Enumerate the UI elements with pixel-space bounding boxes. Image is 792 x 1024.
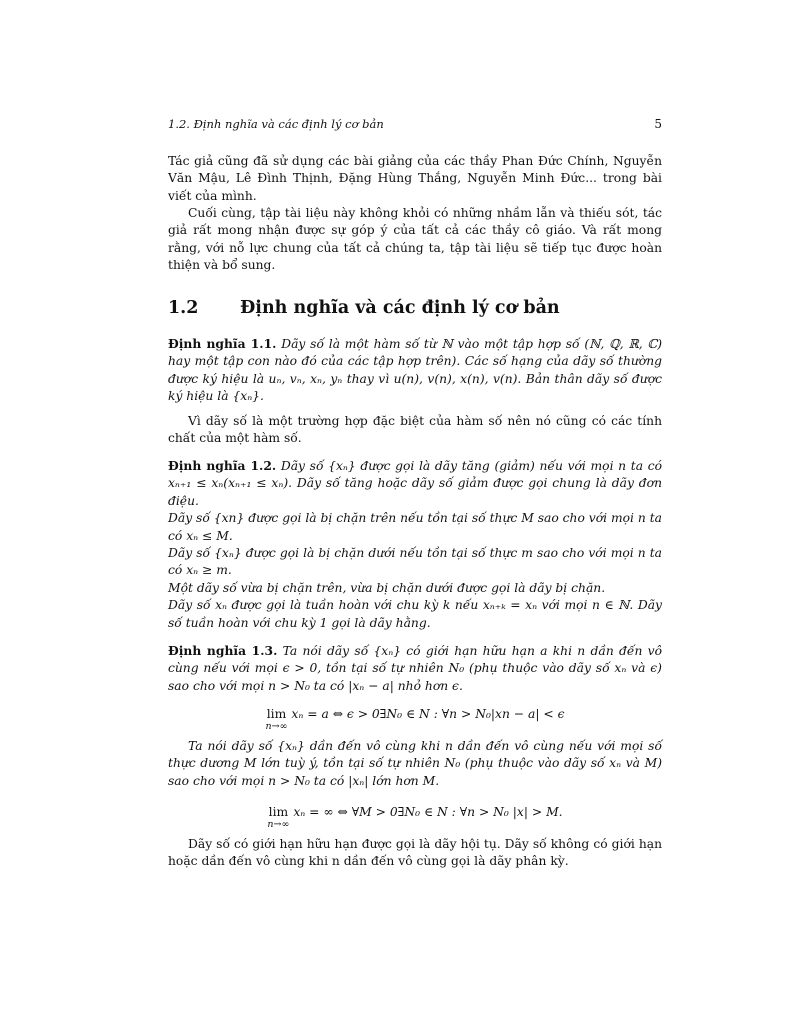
paragraph-infinite-limit: Ta nói dãy số {xₙ} dần đến vô cùng khi n dần đến vô cùng nếu với mọi số thực dương M lớn tuỳ ý, tồn tại số tự nhiên N₀ (phụ thuộc vào dãy số xₙ và M) sao cho với mọi n > N₀ ta có |xₙ| lớn hơn M. xyxy=(168,739,662,788)
running-header xyxy=(168,117,662,133)
limit-operator xyxy=(267,804,289,829)
running-header-section: 1.2. Định nghĩa và các định lý cơ bản xyxy=(168,117,384,131)
math-display-finite-limit xyxy=(168,706,662,731)
page-number: 5 xyxy=(654,117,662,131)
definition-label: Định nghĩa 1.3. xyxy=(168,643,278,658)
definition-line: Dãy số xₙ được gọi là tuần hoàn với chu kỳ k nếu xₙ₊ₖ = xₙ với mọi n ∈ ℕ. Dãy số tuần hoàn với chu kỳ 1 gọi là dãy hằng. xyxy=(168,598,662,630)
definition-label: Định nghĩa 1.2. xyxy=(168,458,277,473)
section-heading xyxy=(168,298,662,318)
limit-subscript: n→∞ xyxy=(265,721,288,732)
equation-body: xₙ = ∞ ⇔ ∀M > 0∃N₀ ∈ N : ∀n > N₀ |x| > M. xyxy=(293,805,563,819)
definition-text: Dãy số {xₙ} được gọi là dãy tăng (giảm) nếu với mọi n ta có xₙ₊₁ ≤ xₙ(xₙ₊₁ ≤ xₙ). Dãy số tăng hoặc dãy số giảm được gọi chung là dãy đơn điệu. xyxy=(168,459,662,508)
limit-operator xyxy=(266,706,288,731)
limit-word: lim xyxy=(266,707,287,721)
definition-1-2 xyxy=(168,457,662,632)
definition-text: Ta nói dãy số {xₙ} có giới hạn hữu hạn a khi n dần đến vô cùng nếu với mọi ϵ > 0, tồn tại số tự nhiên N₀ (phụ thuộc vào dãy số xₙ và ϵ) sao cho với mọi n > N₀ ta có |xₙ − a| nhỏ hơn ϵ. xyxy=(168,644,662,693)
definition-1-3 xyxy=(168,642,662,695)
paragraph-closing: Cuối cùng, tập tài liệu này không khỏi có những nhầm lẫn và thiếu sót, tác giả rất mong nhận được sự góp ý của tất cả các thầy cô giáo. Và rất mong rằng, với nỗ lực chung của tất cả chúng ta, tập tài liệu sẽ tiếp tục được hoàn thiện và bổ sung. xyxy=(168,206,662,273)
paragraph-convergence: Dãy số có giới hạn hữu hạn được gọi là dãy hội tụ. Dãy số không có giới hạn hoặc dần đến vô cùng khi n dần đến vô cùng gọi là dãy phân kỳ. xyxy=(168,837,662,869)
definition-text: Dãy số là một hàm số từ ℕ vào một tập hợp số (ℕ, ℚ, ℝ, ℂ) hay một tập con nào đó của các tập hợp trên). Các số hạng của dãy số thường được ký hiệu là uₙ, vₙ, xₙ, yₙ thay vì u(n), v(n), x(n), v(n). Bản thân dãy số được ký hiệu là {xₙ}. xyxy=(168,337,663,404)
limit-subscript: n→∞ xyxy=(267,819,290,830)
paragraph-acknowledgements: Tác giả cũng đã sử dụng các bài giảng của các thầy Phan Đức Chính, Nguyễn Văn Mậu, Lê Đình Thịnh, Đặng Hùng Thắng, Nguyễn Minh Đức... trong bài viết của mình. xyxy=(168,154,662,203)
math-display-infinite-limit xyxy=(168,804,662,829)
definition-label: Định nghĩa 1.1. xyxy=(168,336,277,351)
definition-line: Dãy số {xn} được gọi là bị chặn trên nếu tồn tại số thực M sao cho với mọi n ta có xₙ ≤ M. xyxy=(168,511,662,543)
section-title: Định nghĩa và các định lý cơ bản xyxy=(240,298,560,318)
definition-1-1 xyxy=(168,335,662,406)
definition-line: Một dãy số vừa bị chặn trên, vừa bị chặn dưới được gọi là dãy bị chặn. xyxy=(168,580,606,595)
definition-line: Dãy số {xₙ} được gọi là bị chặn dưới nếu tồn tại số thực m sao cho với mọi n ta có xₙ ≥ m. xyxy=(168,546,662,578)
limit-word: lim xyxy=(268,805,289,819)
equation-body: xₙ = a ⇔ ϵ > 0∃N₀ ∈ N : ∀n > N₀|xn − a| < ϵ xyxy=(291,707,565,721)
paragraph-sequence-as-function: Vì dãy số là một trường hợp đặc biệt của hàm số nên nó cũng có các tính chất của một hàm số. xyxy=(168,414,662,446)
section-number: 1.2 xyxy=(168,298,199,318)
